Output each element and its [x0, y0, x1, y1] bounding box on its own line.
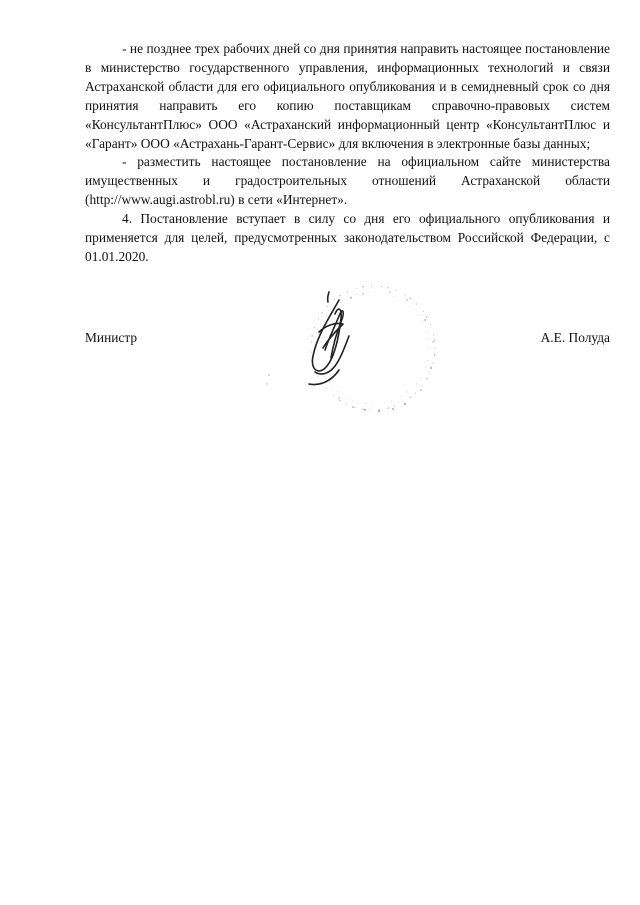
- signature-block: [85, 330, 610, 350]
- paragraph-publication-order: - не позднее трех рабочих дней со дня принятия направить настоящее постановление в министерство государственного управления, информационных технологий и связи Астраханской области для его официального опубликования и в семидневный срок со дня принятия направить его копию поставщикам справочно-правовых систем «КонсультантПлюс» ООО «Астраханский информационный центр «КонсультантПлюс и «Гарант» ООО «Астрахань-Гарант-Сервис» для включения в электронные базы данных;: [85, 41, 610, 151]
- document-body: [85, 40, 610, 267]
- paragraph-website-posting: - разместить настоящее постановление на официальном сайте министерства имущественных и градостроительных отношений Астраханской области (http://www.augi.astrobl.ru) в сети «Интернет».: [85, 154, 610, 208]
- official-seal-and-signature: [255, 280, 455, 430]
- seal-speckles: [266, 291, 433, 412]
- signatory-title: Министр: [85, 330, 138, 345]
- paragraph-entry-into-force: 4. Постановление вступает в силу со дня его официального опубликования и применяется для целей, предусмотренных законодательством Российской Федерации, с 01.01.2020.: [85, 211, 610, 264]
- signatory-name: А.Е. Полуда: [540, 330, 610, 345]
